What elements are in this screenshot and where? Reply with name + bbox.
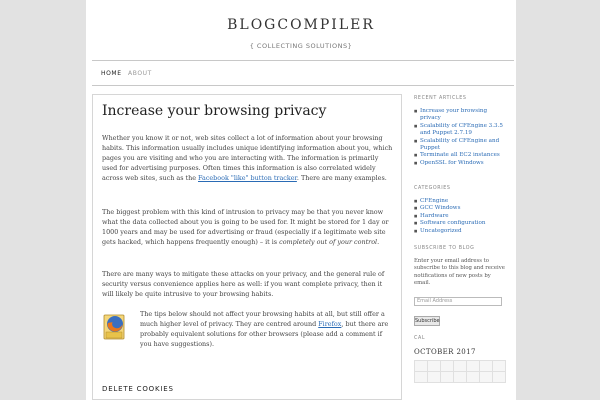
post-title[interactable]: Increase your browsing privacy <box>102 103 327 119</box>
subscribe-heading: SUBSCRIBE TO BLOG <box>414 246 475 251</box>
post-article <box>92 94 402 400</box>
email-input[interactable]: Email Address <box>414 297 502 306</box>
calendar-cell <box>467 372 480 383</box>
post-paragraph-2-tail: . <box>377 238 380 246</box>
post-paragraph-2 <box>102 207 394 247</box>
calendar-cell <box>493 372 506 383</box>
calendar-cell <box>415 361 428 372</box>
post-paragraph-3: There are many ways to mitigate these attacks on your privacy, and the general rule of security versus convenience applies here as well: if you want complete privacy, then it will likely be quite intrusive to your browsing habits. <box>102 270 385 298</box>
category-item[interactable]: ■ Hardware <box>414 213 506 220</box>
subscribe-button[interactable]: Subscribe <box>415 318 440 324</box>
post-paragraph-2-emphasis: completely out of your control <box>279 238 378 246</box>
post-paragraph-4-text: The tips below should not affect your browsing habits at all, but still offer a much higher level of privacy. They are centred around <box>140 310 385 328</box>
subscribe-description: Enter your email address to subscribe to this blog and receive notifications of new posts by email. <box>414 258 505 287</box>
calendar-cell <box>441 361 454 372</box>
calendar-cell <box>454 372 467 383</box>
post-paragraph-1-text: Whether you know it or not, web sites collect a lot of information about your browsing habits. This information usually includes unique identifying information about you, which pages you are visiting and who you are interacting with. The information is primarily used for advertising purposes. Often times this information is also correlated widely across web sites, such as the <box>102 134 393 182</box>
site-description: { COLLECTING SOLUTIONS} <box>249 42 353 50</box>
recent-article-item[interactable]: ■ Scalability of CFEngine 3.3.5 and Puppet 2.7.19 <box>414 123 506 138</box>
section-heading-delete-cookies: DELETE COOKIES <box>102 385 174 393</box>
calendar-month: OCTOBER 2017 <box>414 348 476 356</box>
calendar-cell <box>428 372 441 383</box>
sidebar <box>410 94 508 400</box>
post-paragraph-4 <box>140 309 394 349</box>
calendar-cell <box>428 361 441 372</box>
recent-articles-list <box>414 108 506 167</box>
calendar-row <box>415 372 506 383</box>
calendar-cell <box>441 372 454 383</box>
calendar-grid <box>414 360 506 383</box>
firefox-link[interactable]: Firefox <box>318 320 342 328</box>
nav-item-about[interactable]: ABOUT <box>128 70 152 77</box>
recent-article-item[interactable]: ■ Terminate all EC2 instances <box>414 152 506 159</box>
firefox-icon <box>103 312 127 340</box>
post-paragraph-1 <box>102 133 394 183</box>
category-item[interactable]: ■ CFEngine <box>414 198 506 205</box>
recent-article-item[interactable]: ■ Scalability of CFEngine and Puppet <box>414 138 506 153</box>
categories-list <box>414 198 506 235</box>
calendar-row <box>415 361 506 372</box>
nav-item-home[interactable]: HOME <box>101 70 122 77</box>
categories-heading: CATEGORIES <box>414 186 451 191</box>
category-item[interactable]: ■ Software configuration <box>414 220 506 227</box>
calendar-cell <box>454 361 467 372</box>
post-paragraph-1-tail: . There are many examples. <box>296 174 387 182</box>
recent-article-item[interactable]: ■ Increase your browsing privacy <box>414 108 506 123</box>
calendar-cell <box>480 361 493 372</box>
site-title[interactable]: BLOGCOMPILER <box>227 17 375 33</box>
main-nav <box>92 60 514 86</box>
category-item[interactable]: ■ GCC Windows <box>414 205 506 212</box>
calendar-cell <box>493 361 506 372</box>
page-right-margin <box>516 0 600 400</box>
recent-articles-heading: RECENT ARTICLES <box>414 96 467 101</box>
calendar-cell <box>467 361 480 372</box>
calendar-cell <box>480 372 493 383</box>
recent-article-item[interactable]: ■ OpenSSL for Windows <box>414 160 506 167</box>
calendar-heading: CAL <box>414 336 426 341</box>
category-item[interactable]: ■ Uncategorized <box>414 228 506 235</box>
facebook-tracker-link[interactable]: Facebook "like" button tracker <box>198 174 297 182</box>
post-paragraph-2-text: The biggest problem with this kind of intrusion to privacy may be that you never know what the data collected about you is going to be used for. It might be stored for 1 day or 1000 years and may be used for advertising or fraud (especially if a legitimate web site gets hacked, which happens frequently enough) – it is <box>102 208 389 246</box>
calendar-cell <box>415 372 428 383</box>
post-paragraph-4-tail: , but there are probably equivalent solutions for other browsers (please add a comment if you have suggestions). <box>140 320 389 348</box>
